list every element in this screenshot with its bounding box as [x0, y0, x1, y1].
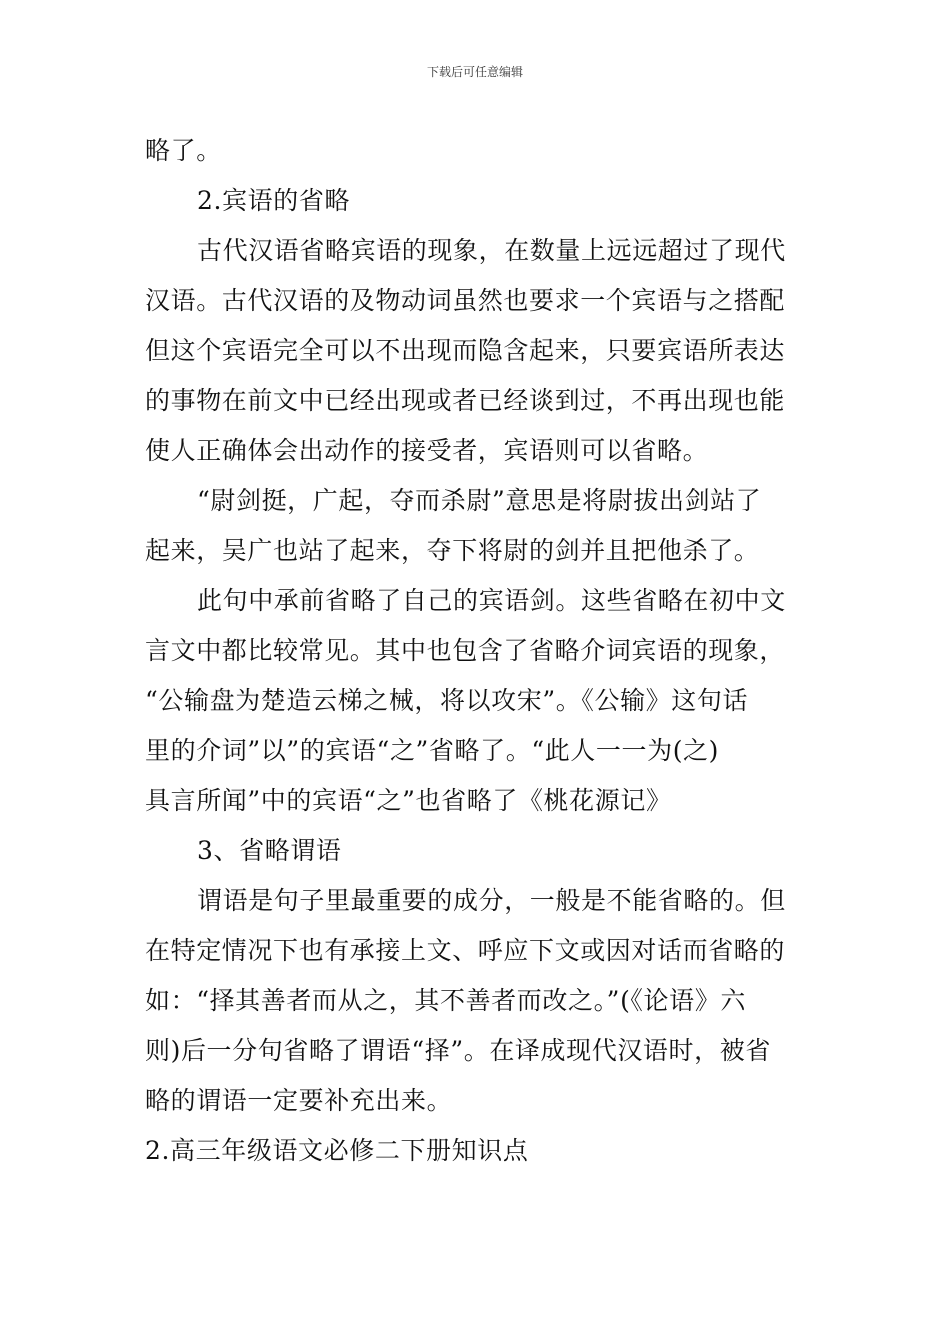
- document-body: [145, 126, 805, 1176]
- text-line: 里的介词”以”的宾语“之”省略了。“此人一一为(之): [145, 736, 720, 765]
- text-line: 汉语。古代汉语的及物动词虽然也要求一个宾语与之搭配: [145, 286, 786, 315]
- text-line: 略了。: [145, 136, 222, 165]
- text-line: 使人正确体会出动作的接受者，宾语则可以省略。: [145, 436, 709, 465]
- text-line: 此句中承前省略了自己的宾语剑。这些省略在初中文: [197, 586, 786, 615]
- text-line: 起来，吴广也站了起来，夺下将尉的剑并且把他杀了。: [145, 536, 760, 565]
- section-heading: 3、省略谓语: [197, 836, 342, 865]
- text-line: 具言所闻”中的宾语“之”也省略了《桃花源记》: [145, 786, 672, 815]
- text-line: 谓语是句子里最重要的成分，一般是不能省略的。但: [197, 886, 786, 915]
- text-line: 但这个宾语完全可以不出现而隐含起来，只要宾语所表达: [145, 336, 786, 365]
- text-line: 言文中都比较常见。其中也包含了省略介词宾语的现象，: [145, 636, 786, 665]
- page-header: 下载后可任意编辑: [426, 65, 523, 79]
- text-line: 则)后一分句省略了谓语“择”。在译成现代汉语时，被省: [145, 1036, 771, 1065]
- section-heading: 2.高三年级语文必修二下册知识点: [145, 1136, 529, 1165]
- text-line: 在特定情况下也有承接上文、呼应下文或因对话而省略的: [145, 936, 786, 965]
- text-line: 略的谓语一定要补充出来。: [145, 1086, 453, 1115]
- text-line: 古代汉语省略宾语的现象，在数量上远远超过了现代: [197, 236, 786, 265]
- section-heading: 2.宾语的省略: [197, 186, 351, 215]
- text-line: “尉剑挺，广起，夺而杀尉”意思是将尉拔出剑站了: [197, 486, 762, 515]
- text-line: 的事物在前文中已经出现或者已经谈到过，不再出现也能: [145, 386, 786, 415]
- text-line: 如：“择其善者而从之，其不善者而改之。”(《论语》六: [145, 986, 746, 1015]
- text-line: “公输盘为楚造云梯之械，将以攻宋”。《公输》这句话: [145, 686, 749, 715]
